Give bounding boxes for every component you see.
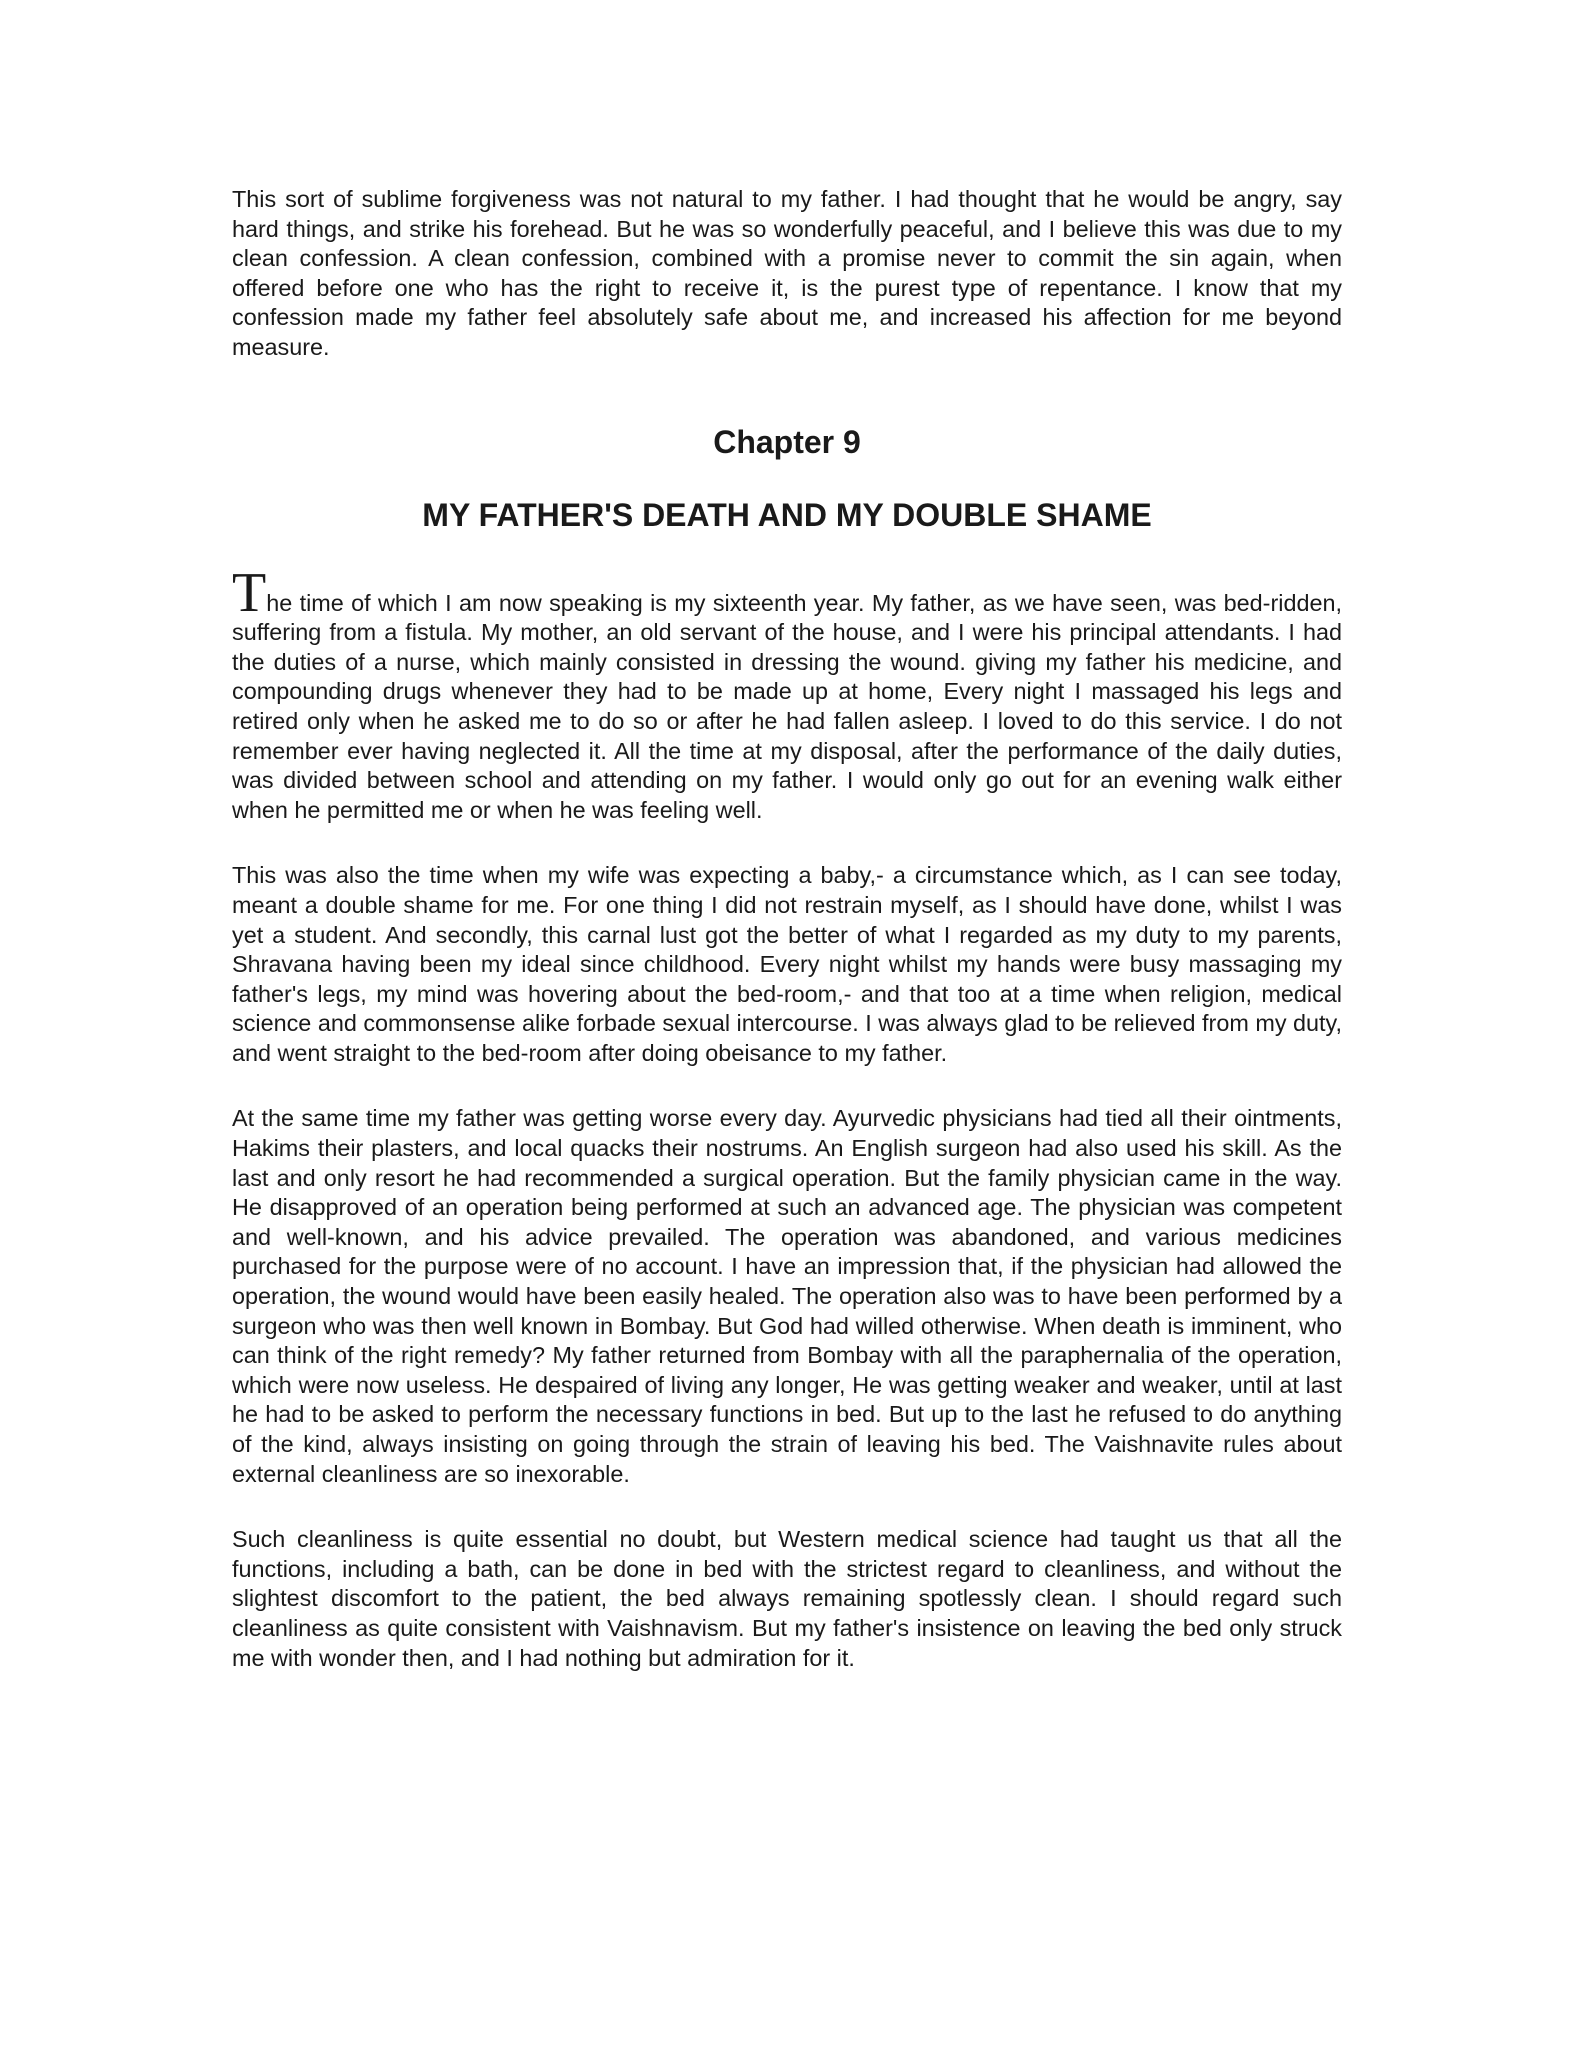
chapter-paragraph-3: At the same time my father was getting worse every day. Ayurvedic physicians had tied all their ointments, Hakims their plasters, and local quacks their nostrums. An English surgeon had also used his skill. As the last and only resort he had recommended a surgical operation. But the family physician came in the way. He disapproved of an operation being performed at such an advanced age. The physician was competent and well-known, and his advice prevailed. The operation was abandoned, and various medicines purchased for the purpose were of no account. I have an impression that, if the physician had allowed the operation, the wound would have been easily healed. The operation also was to have been performed by a surgeon who was then well known in Bombay. But God had willed otherwise. When death is imminent, who can think of the right remedy? My father returned from Bombay with all the paraphernalia of the operation, which were now useless. He despaired of living any longer, He was getting weaker and weaker, until at last he had to be asked to perform the necessary functions in bed. But up to the last he refused to do anything of the kind, always insisting on going through the strain of leaving his bed. The Vaishnavite rules about external cleanliness are so inexorable. xyxy=(232,1105,1342,1487)
chapter-subtitle: MY FATHER'S DEATH AND MY DOUBLE SHAME xyxy=(422,496,1152,533)
chapter-paragraph-2: This was also the time when my wife was expecting a baby,- a circumstance which, as I can see today, meant a double shame for me. For one thing I did not restrain myself, as I should have done, whilst I was yet a student. And secondly, this carnal lust got the better of what I regarded as my duty to my parents, Shravana having been my ideal since childhood. Every night whilst my hands were busy massaging my father's legs, my mind was hovering about the bed-room,- and that too at a time when religion, medical science and commonsense alike forbade sexual intercourse. I was always glad to be relieved from my duty, and went straight to the bed-room after doing obeisance to my father. xyxy=(232,862,1342,1066)
paragraph-gap xyxy=(232,1068,1342,1104)
intro-paragraph: This sort of sublime forgiveness was not natural to my father. I had thought that he would be angry, say hard things, and strike his forehead. But he was so wonderfully peaceful, and I believe this was due to my clean confession. A clean confession, combined with a promise never to commit the sin again, when offered before one who has the right to receive it, is the purest type of repentance. I know that my confession made my father feel absolutely safe about me, and increased his affection for me beyond measure. xyxy=(232,186,1342,360)
chapter-paragraph-4: Such cleanliness is quite essential no doubt, but Western medical science had taught us that all the functions, including a bath, can be done in bed with the strictest regard to cleanliness, and without the slightest discomfort to the patient, the bed always remaining spotlessly clean. I should regard such cleanliness as quite consistent with Vaishnavism. But my father's insistence on leaving the bed only struck me with wonder then, and I had nothing but admiration for it. xyxy=(232,1526,1342,1671)
chapter-paragraph-1 xyxy=(232,561,1342,826)
drop-cap: T xyxy=(232,561,267,624)
chapter-title: Chapter 9 xyxy=(713,423,861,460)
document-page xyxy=(232,185,1342,1673)
paragraph-gap xyxy=(232,1489,1342,1525)
chapter-paragraph-1-text: he time of which I am now speaking is my sixteenth year. My father, as we have seen, was bed-ridden, suffering from a fistula. My mother, an old servant of the house, and I were his principal attendants. I had the duties of a nurse, which mainly consisted in dressing the wound. giving my father his medicine, and compounding drugs whenever they had to be made up at home, Every night I massaged his legs and retired only when he asked me to do so or after he had fallen asleep. I loved to do this service. I do not remember ever having neglected it. All the time at my disposal, after the performance of the daily duties, was divided between school and attending on my father. I would only go out for an evening walk either when he permitted me or when he was feeling well. xyxy=(232,589,1342,823)
chapter-body xyxy=(232,561,1342,1674)
paragraph-gap xyxy=(232,825,1342,861)
